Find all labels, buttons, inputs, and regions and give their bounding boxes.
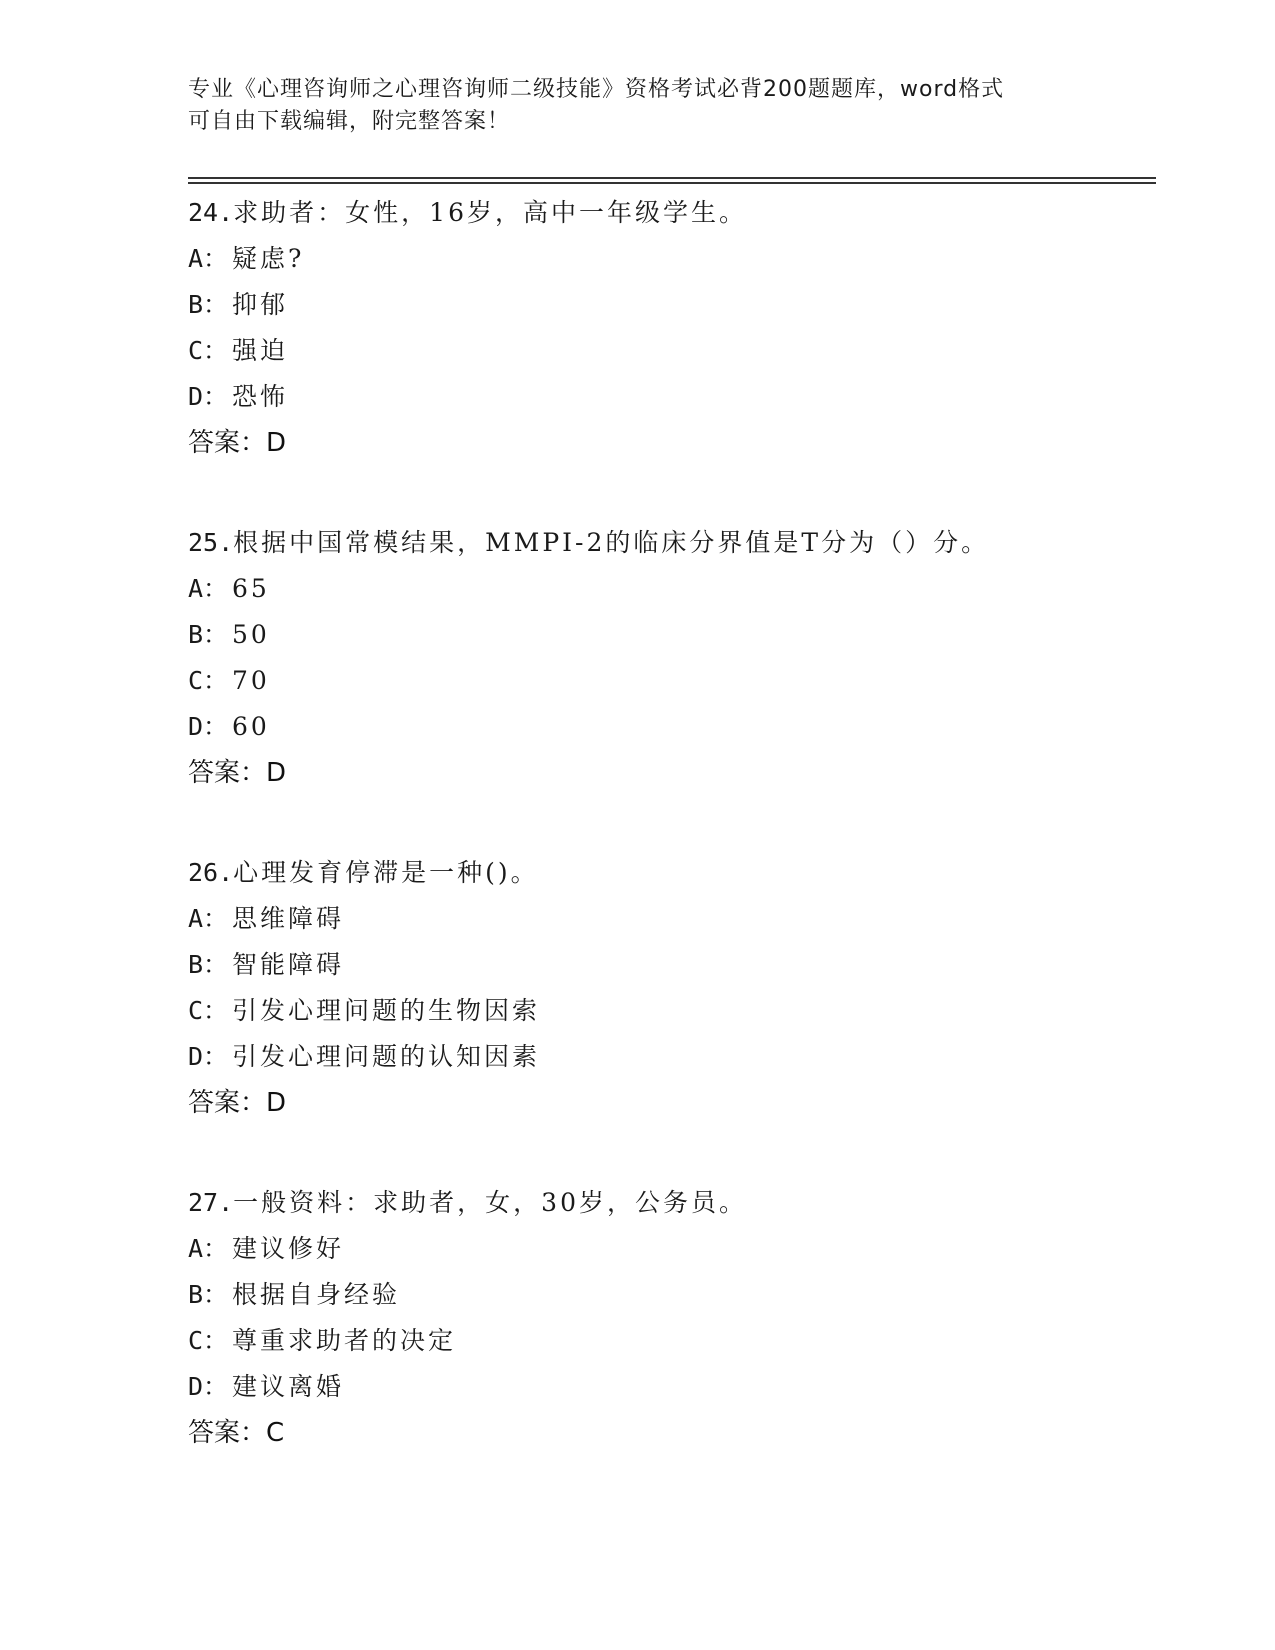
option-a — [188, 1226, 1148, 1272]
option-text: 建议离婚 — [232, 1372, 345, 1401]
header-divider-bottom — [188, 182, 1156, 184]
option-text: 引发心理问题的认知因素 — [232, 1042, 541, 1071]
option-letter: C： — [188, 996, 229, 1025]
option-text: 抑郁 — [232, 290, 289, 319]
option-letter: D： — [188, 1372, 229, 1401]
question-text: 求助者：女性，16岁，高中一年级学生。 — [233, 198, 747, 227]
option-text: 60 — [232, 712, 270, 741]
option-text: 65 — [232, 574, 270, 603]
option-a — [188, 566, 1148, 612]
option-text: 疑虑? — [232, 244, 305, 273]
option-letter: C： — [188, 1326, 229, 1355]
question-text: 心理发育停滞是一种()。 — [233, 858, 539, 887]
option-letter: B： — [188, 1280, 229, 1309]
question-number: 24. — [188, 198, 234, 227]
option-letter: D： — [188, 1042, 229, 1071]
option-c — [188, 658, 1148, 704]
question-text: 一般资料：求助者，女，30岁，公务员。 — [233, 1188, 747, 1217]
option-d — [188, 704, 1148, 750]
header-line-2: 可自由下载编辑，附完整答案！ — [188, 109, 511, 134]
header-line-1: 专业《心理咨询师之心理咨询师二级技能》资格考试必背200题题库，word格式 — [188, 77, 1005, 102]
option-letter: C： — [188, 666, 229, 695]
option-b — [188, 612, 1148, 658]
question-stem — [188, 520, 1148, 566]
question-number: 26. — [188, 858, 234, 887]
option-b — [188, 1272, 1148, 1318]
option-c — [188, 1318, 1148, 1364]
option-text: 强迫 — [232, 336, 289, 365]
option-c — [188, 988, 1148, 1034]
question-24 — [188, 190, 1148, 466]
option-a — [188, 896, 1148, 942]
option-letter: A： — [188, 1234, 229, 1263]
question-stem — [188, 1180, 1148, 1226]
option-text: 建议修好 — [232, 1234, 345, 1263]
option-text: 尊重求助者的决定 — [232, 1326, 457, 1355]
option-text: 根据自身经验 — [232, 1280, 401, 1309]
option-letter: C： — [188, 336, 229, 365]
option-text: 50 — [232, 620, 270, 649]
option-text: 思维障碍 — [232, 904, 345, 933]
option-letter: B： — [188, 620, 229, 649]
answer-text: 答案：D — [188, 1088, 287, 1118]
question-27 — [188, 1180, 1148, 1456]
option-d — [188, 374, 1148, 420]
option-letter: A： — [188, 244, 229, 273]
option-letter: B： — [188, 950, 229, 979]
question-number: 25. — [188, 528, 234, 557]
question-number: 27. — [188, 1188, 234, 1217]
question-stem — [188, 850, 1148, 896]
option-b — [188, 942, 1148, 988]
option-d — [188, 1034, 1148, 1080]
option-letter: D： — [188, 712, 229, 741]
option-text: 70 — [232, 666, 270, 695]
option-d — [188, 1364, 1148, 1410]
answer-text: 答案：C — [188, 1418, 285, 1448]
answer-text: 答案：D — [188, 428, 287, 458]
option-text: 智能障碍 — [232, 950, 345, 979]
question-26 — [188, 850, 1148, 1126]
option-b — [188, 282, 1148, 328]
option-c — [188, 328, 1148, 374]
option-letter: B： — [188, 290, 229, 319]
question-stem — [188, 190, 1148, 236]
option-letter: A： — [188, 904, 229, 933]
option-letter: D： — [188, 382, 229, 411]
answer-text: 答案：D — [188, 758, 287, 788]
document-header — [188, 74, 1088, 138]
option-letter: A： — [188, 574, 229, 603]
option-text: 恐怖 — [232, 382, 289, 411]
option-a — [188, 236, 1148, 282]
option-text: 引发心理问题的生物因索 — [232, 996, 541, 1025]
question-text: 根据中国常模结果，MMPI-2的临床分界值是T分为（）分。 — [233, 528, 990, 557]
question-25 — [188, 520, 1148, 796]
header-divider-top — [188, 177, 1156, 179]
question-list — [188, 190, 1148, 1456]
